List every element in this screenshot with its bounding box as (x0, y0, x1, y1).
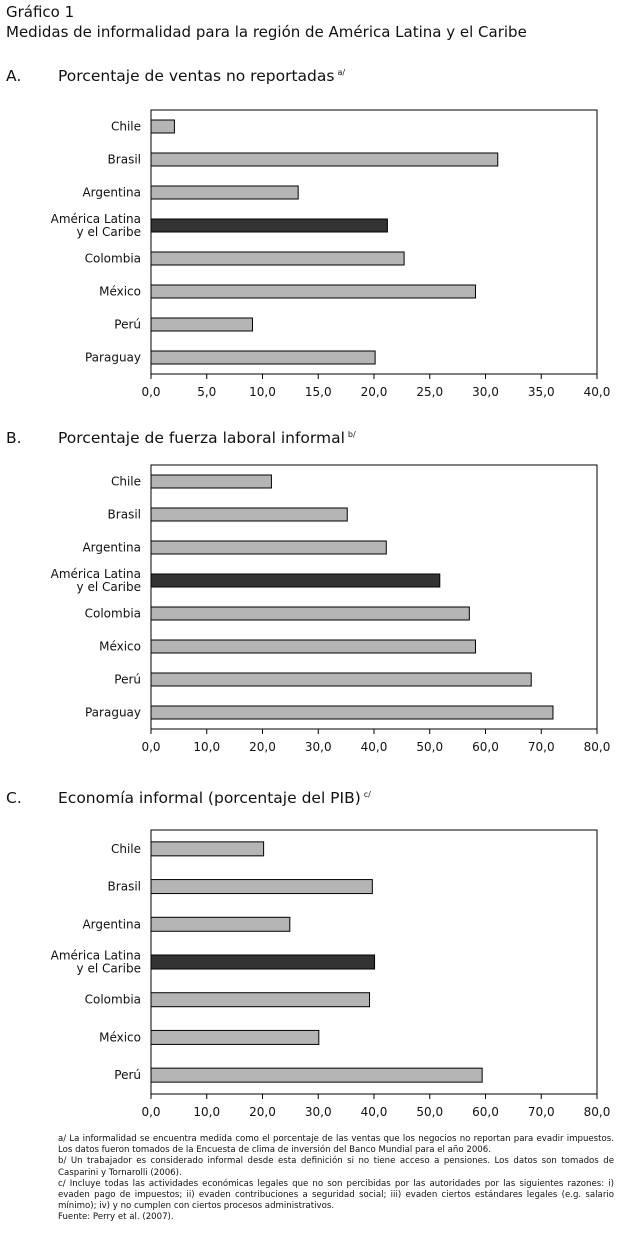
bar-2 (151, 917, 290, 931)
category-label-line: y el Caribe (76, 225, 141, 239)
tick-label-1: 10,0 (193, 740, 221, 754)
category-label-line: Chile (110, 119, 141, 134)
category-label-line: México (99, 1030, 141, 1045)
category-label-2 (82, 917, 141, 931)
tick-label-8: 80,0 (583, 1105, 611, 1119)
panel-b-note-ref: b/ (347, 429, 356, 439)
tick-label-3: 30,0 (304, 740, 332, 754)
bar-1 (151, 880, 372, 894)
category-label-line: México (99, 639, 141, 654)
panel-c-title-text: Economía informal (porcentaje del PIB) (58, 789, 361, 807)
panel-a-title-text: Porcentaje de ventas no reportadas (58, 67, 335, 85)
tick-label-3: 15,0 (304, 385, 332, 399)
tick-label-7: 70,0 (527, 740, 555, 754)
tick-label-4: 20,0 (360, 385, 388, 399)
category-label-line: y el Caribe (76, 961, 141, 976)
category-label-line: América Latina (50, 948, 141, 963)
category-label-line: Colombia (84, 251, 141, 266)
category-label-line: Paraguay (84, 705, 141, 720)
tick-label-6: 60,0 (472, 740, 499, 754)
figure-number: Gráfico 1 (6, 3, 75, 21)
bar-0 (151, 842, 264, 856)
footnote-source: Fuente: Perry et al. (2007). (58, 1212, 174, 1223)
bar-4 (151, 993, 370, 1007)
category-label-line: Brasil (107, 507, 141, 522)
category-label-line: Colombia (84, 992, 141, 1007)
bar-3 (151, 955, 375, 969)
category-label-6 (114, 1068, 141, 1082)
tick-label-3: 30,0 (304, 1105, 332, 1119)
panel-b-title-text: Porcentaje de fuerza laboral informal (58, 429, 345, 447)
category-label-line: Paraguay (84, 350, 141, 365)
tick-label-8: 40,0 (583, 385, 611, 399)
category-label-line: Perú (114, 317, 141, 332)
tick-label-4: 40,0 (360, 1105, 388, 1119)
panel-b-letter: B. (6, 429, 22, 447)
tick-label-5: 50,0 (416, 1105, 444, 1119)
tick-label-1: 5,0 (197, 385, 217, 399)
tick-label-2: 20,0 (249, 1105, 276, 1119)
tick-label-0: 0,0 (141, 740, 161, 754)
footnotes (58, 1134, 614, 1224)
category-label-line: Argentina (82, 185, 141, 200)
footnote-b: b/ Un trabajador es considerado informal desde esta definición si no tiene acceso a pensiones. Los datos son tomados de Casparini y Tornarolli (2006). (58, 1156, 614, 1178)
category-label-line: Colombia (84, 606, 141, 621)
tick-label-8: 80,0 (583, 740, 611, 754)
category-label-0 (111, 842, 141, 856)
tick-label-0: 0,0 (141, 385, 161, 399)
figure-title: Medidas de informalidad para la región de América Latina y el Caribe (6, 23, 527, 41)
tick-label-4: 40,0 (360, 740, 388, 754)
bar-6 (151, 1068, 482, 1082)
panel-a-note-ref: a/ (337, 67, 346, 77)
category-label-3 (51, 949, 141, 976)
category-label-line: Brasil (107, 152, 141, 167)
category-label-line: Chile (110, 474, 141, 489)
category-label-1 (108, 880, 141, 894)
tick-label-6: 30,0 (472, 385, 499, 399)
footnote-a: a/ La informalidad se encuentra medida como el porcentaje de las ventas que los negocios no reportan para evadir impuestos. Los datos fueron tomados de la Encuesta de clima de inversión del Banco Mundial para el año 2006. (58, 1134, 614, 1156)
category-label-5 (99, 1030, 141, 1044)
tick-label-7: 35,0 (527, 385, 555, 399)
panel-a-letter: A. (6, 67, 22, 85)
tick-label-1: 10,0 (193, 1105, 221, 1119)
category-label-line: México (99, 284, 141, 299)
tick-label-7: 70,0 (527, 1105, 555, 1119)
category-label-line: y el Caribe (76, 580, 141, 594)
footnote-c: c/ Incluye todas las actividades económicas legales que no son percibidas por las autoridades por las siguientes razones: i) evaden pago de impuestos; ii) evaden contribuciones a seguridad social; iii) evaden ciertos estándares legales (e.g. salario mínimo); iv) y no cumplen con ciertos procesos administrativos. (58, 1178, 614, 1212)
bar-5 (151, 1030, 319, 1044)
category-label-line: América Latina (50, 212, 141, 226)
tick-label-5: 25,0 (416, 385, 444, 399)
tick-label-0: 0,0 (141, 1105, 161, 1119)
category-label-line: Chile (110, 841, 141, 856)
tick-label-6: 60,0 (472, 1105, 499, 1119)
tick-label-2: 20,0 (249, 740, 276, 754)
category-label-line: Perú (114, 1068, 141, 1083)
category-label-line: América Latina (50, 567, 141, 581)
panel-c-note-ref: c/ (363, 789, 371, 799)
tick-label-2: 10,0 (249, 385, 276, 399)
category-label-line: Argentina (82, 917, 141, 932)
category-label-line: Argentina (82, 540, 141, 555)
category-label-4 (85, 993, 141, 1007)
category-label-line: Perú (114, 672, 141, 687)
category-label-line: Brasil (107, 879, 141, 894)
tick-label-5: 50,0 (416, 740, 444, 754)
panel-c-letter: C. (6, 789, 22, 807)
